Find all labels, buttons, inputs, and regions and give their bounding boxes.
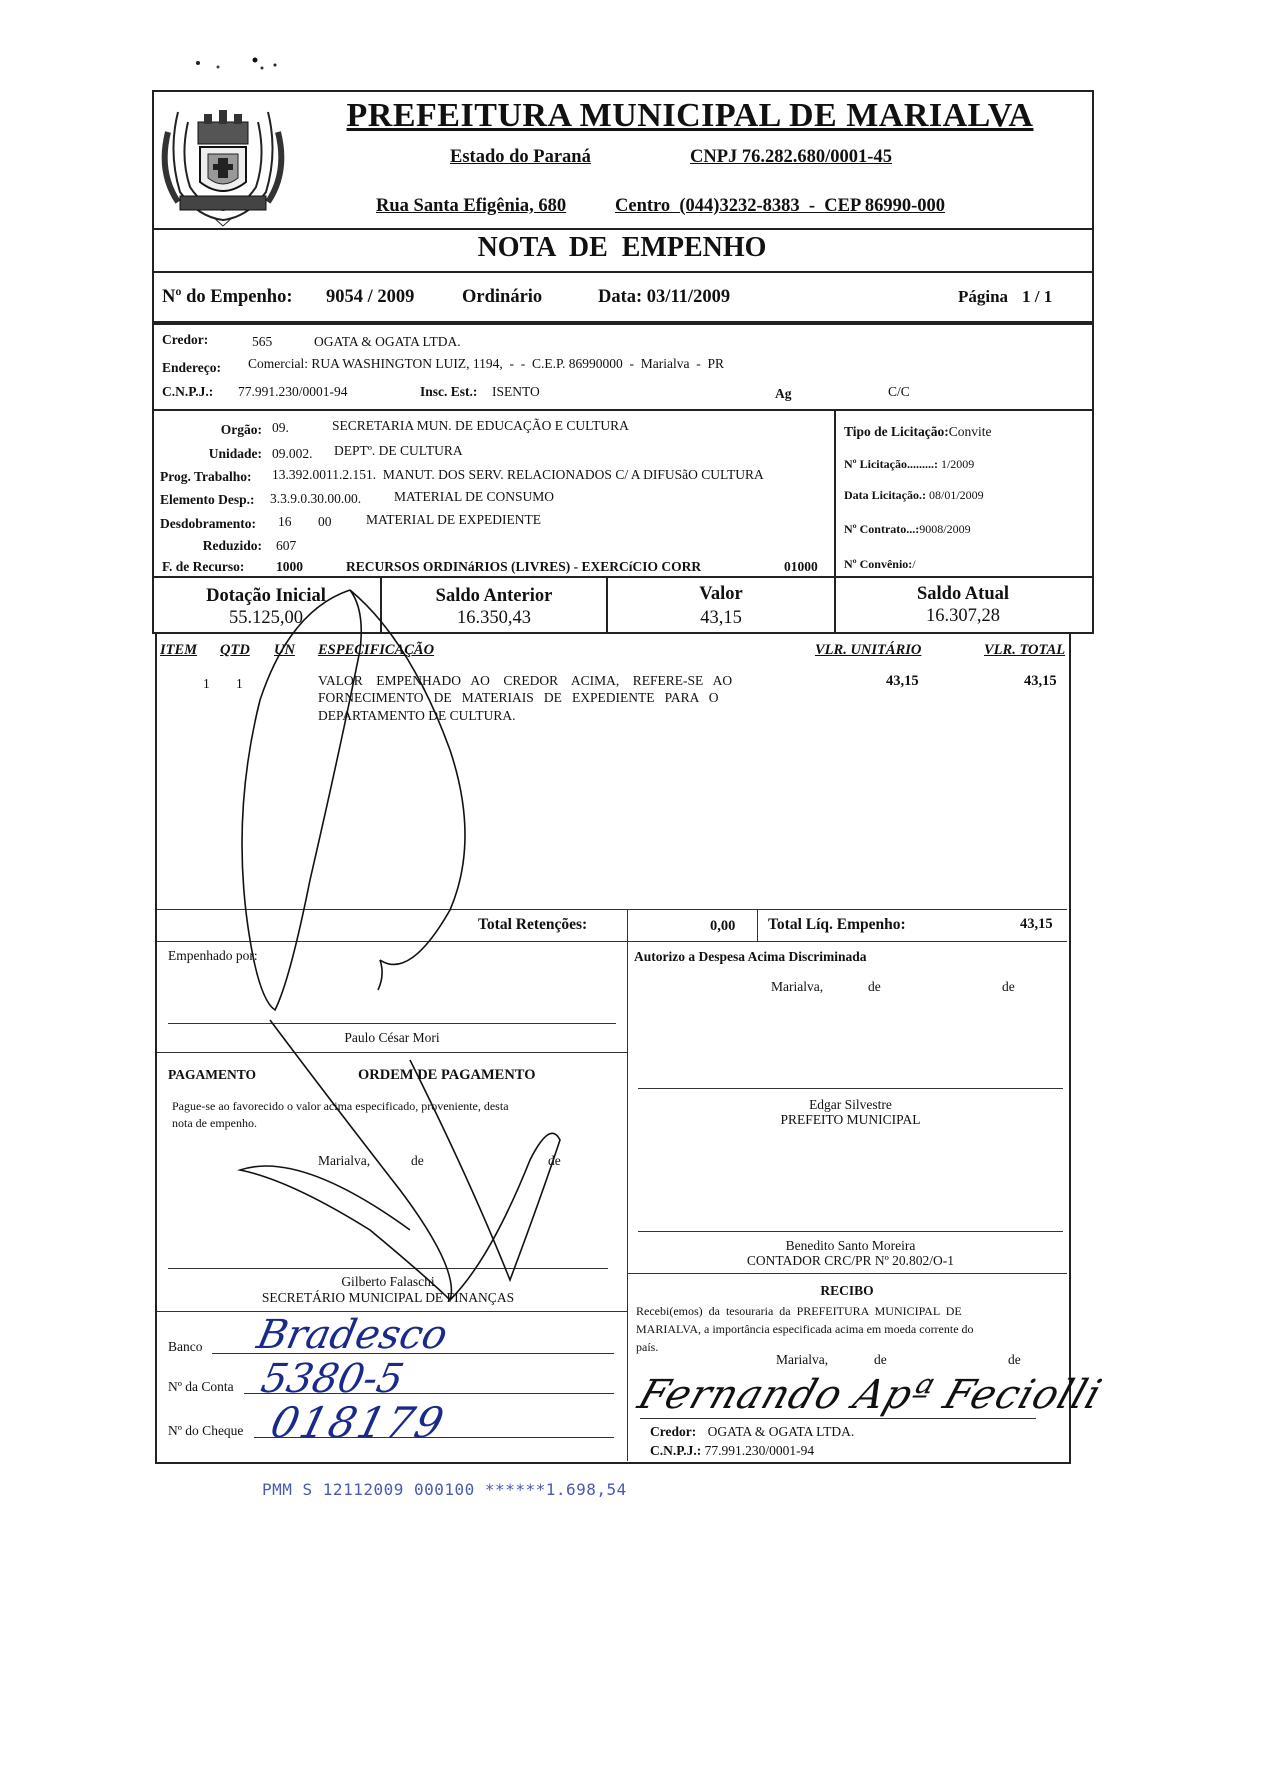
- recurso-value: RECURSOS ORDINáRIOS (LIVRES) - EXERCíCIO CORR: [346, 559, 702, 574]
- cnpj-credor-label: C.N.P.J.:: [162, 384, 214, 399]
- prefeito-role: PREFEITO MUNICIPAL: [780, 1112, 921, 1127]
- payment-stamp: PMM S 12112009 000100 ******1.698,54: [262, 1480, 627, 1499]
- recurso-code: 1000: [276, 559, 303, 574]
- orgao-value: SECRETARIA MUN. DE EDUCAÇÃO E CULTURA: [332, 418, 629, 433]
- elemento-label: Elemento Desp.:: [160, 492, 255, 507]
- cc-label: C/C: [888, 384, 910, 399]
- dotacao-value: 55.125,00: [229, 608, 303, 628]
- tipo-licitacao-label: Tipo de Licitação:Convite: [844, 424, 992, 439]
- empenhado-name: Paulo César Mori: [344, 1030, 440, 1045]
- ordem-pagamento-label: ORDEM DE PAGAMENTO: [358, 1067, 536, 1083]
- page-label: Página: [958, 287, 1009, 306]
- liquido-label: Total Líq. Empenho:: [768, 916, 906, 933]
- address-label: Rua Santa Efigênia, 680: [376, 196, 567, 216]
- insc-value: ISENTO: [492, 384, 540, 399]
- valor-label: Valor: [699, 584, 743, 604]
- col-un-header: UN: [274, 642, 295, 658]
- recibo-text-line-3: país.: [636, 1340, 659, 1354]
- ag-label: Ag: [775, 386, 792, 401]
- col-item-header: ITEM: [160, 642, 198, 658]
- header-divider: [152, 228, 1092, 230]
- empenho-number-label: Nº do Empenho:: [162, 287, 293, 307]
- recibo-credor-label: Credor: OGATA & OGATA LTDA.: [650, 1424, 855, 1439]
- pagamento-city: Marialva,: [318, 1153, 371, 1168]
- prefeito-name: Edgar Silvestre: [809, 1097, 892, 1112]
- secretario-name: Gilberto Falaschi: [341, 1274, 435, 1289]
- recibo-de-1: de: [874, 1352, 887, 1367]
- document-title: NOTA DE EMPENHO: [477, 232, 767, 263]
- pagamento-label: PAGAMENTO: [168, 1067, 257, 1082]
- autorizo-city: Marialva,: [771, 979, 824, 994]
- signature-stroke-4: [240, 1020, 451, 1300]
- unidade-code: 09.002.: [272, 446, 313, 461]
- recibo-text-line-2: MARIALVA, a importância especificada acima em moeda corrente do: [636, 1322, 974, 1336]
- recibo-title: RECIBO: [820, 1283, 874, 1298]
- saldo-atual-label: Saldo Atual: [916, 584, 1010, 604]
- autorizo-de-2: de: [1002, 979, 1015, 994]
- insc-label: Insc. Est.:: [420, 384, 478, 399]
- data-licitacao-label: Data Licitação.: 08/01/2009: [844, 488, 984, 502]
- col-total-header: VLR. TOTAL: [984, 642, 1066, 658]
- contact-label: Centro (044)3232-8383 - CEP 86990-000: [615, 196, 946, 216]
- col-spec-header: ESPECIFICAÇÃO: [318, 642, 435, 658]
- signature-loop-2: [350, 590, 465, 964]
- contador-role: CONTADOR CRC/PR Nº 20.802/O-1: [746, 1253, 955, 1268]
- item-qty: 1: [236, 676, 243, 691]
- saldo-anterior-label: Saldo Anterior: [435, 586, 553, 606]
- pagamento-de-1: de: [411, 1153, 424, 1168]
- elemento-code: 3.3.9.0.30.00.00.: [270, 491, 362, 506]
- empenho-type: Ordinário: [462, 287, 543, 307]
- recibo-de-2: de: [1008, 1352, 1021, 1367]
- empenho-number-value: 9054 / 2009: [326, 287, 415, 307]
- pagamento-text-line-2: nota de empenho.: [172, 1116, 257, 1130]
- saldo-atual-value: 16.307,28: [926, 606, 1000, 626]
- retencoes-label: Total Retenções:: [478, 916, 588, 933]
- item-total-value: 43,15: [1024, 673, 1057, 689]
- cheque-handwritten: 018179: [265, 1398, 451, 1447]
- item-spec-line-2: FORNECIMENTO DE MATERIAIS DE EXPEDIENTE PARA O: [318, 690, 719, 705]
- prog-value: 13.392.0011.2.151. MANUT. DOS SERV. RELACIONADOS C/ A DIFUSãO CULTURA: [272, 467, 764, 482]
- desdobramento-code-2: 00: [318, 514, 332, 529]
- saldo-anterior-value: 16.350,43: [457, 608, 531, 628]
- banco-handwritten: Bradesco: [253, 1312, 452, 1358]
- recurso-label: F. de Recurso:: [162, 559, 245, 574]
- autorizo-label: Autorizo a Despesa Acima Discriminada: [634, 949, 867, 964]
- unidade-value: DEPTº. DE CULTURA: [334, 443, 463, 458]
- recibo-sign-line: [640, 1418, 1036, 1419]
- budget-divider: [834, 410, 836, 576]
- endereco-value: Comercial: RUA WASHINGTON LUIZ, 1194, - - C.E.P. 86990000 - Marialva - PR: [248, 356, 724, 371]
- unidade-label: Unidade:: [208, 446, 262, 461]
- signature-stroke-3: [378, 960, 382, 990]
- state-label: Estado do Paraná: [450, 147, 591, 167]
- dotacao-label: Dotação Inicial: [206, 586, 326, 606]
- endereco-label: Endereço:: [162, 360, 221, 375]
- item-spec-line-3: DEPARTAMENTO DE CULTURA.: [318, 708, 516, 723]
- conta-label: Nº da Conta: [168, 1379, 234, 1394]
- item-number: 1: [203, 676, 210, 691]
- contrato-label: Nº Contrato...:9008/2009: [844, 522, 971, 536]
- desdobramento-value: MATERIAL DE EXPEDIENTE: [366, 512, 541, 527]
- recibo-text-line-1: Recebi(emos) da tesouraria da PREFEITURA MUNICIPAL DE: [636, 1304, 962, 1318]
- empenhado-label: Empenhado por:: [168, 948, 258, 963]
- signature-loop-1: [242, 590, 361, 1010]
- numero-licitacao-label: Nº Licitação.........: 1/2009: [844, 457, 975, 471]
- credor-code: 565: [252, 334, 273, 349]
- conta-handwritten: 5380-5: [257, 1356, 408, 1402]
- col-unit-header: VLR. UNITÁRIO: [815, 642, 922, 658]
- signature-stroke-5: [410, 1060, 560, 1300]
- cnpj-credor-value: 77.991.230/0001-94: [238, 384, 348, 399]
- recibo-signature: Fernando Apª Feciolli: [632, 1372, 1108, 1418]
- coat-of-arms-logo: [158, 92, 288, 230]
- item-unit-value: 43,15: [886, 673, 919, 689]
- pagamento-text-line-1: Pague-se ao favorecido o valor acima especificado, proveniente, desta: [172, 1099, 509, 1113]
- cheque-label: Nº do Cheque: [168, 1423, 244, 1438]
- recibo-city: Marialva,: [776, 1352, 829, 1367]
- page-value: 1 / 1: [1022, 287, 1053, 306]
- orgao-code: 09.: [272, 420, 289, 435]
- desdobramento-label: Desdobramento:: [160, 516, 256, 531]
- prog-label: Prog. Trabalho:: [160, 469, 252, 484]
- empenho-date: Data: 03/11/2009: [598, 287, 731, 307]
- autorizo-de-1: de: [868, 979, 881, 994]
- retencoes-value: 0,00: [710, 918, 736, 934]
- desdobramento-code-1: 16: [278, 514, 292, 529]
- reduzido-label: Reduzido:: [202, 538, 262, 553]
- contador-name: Benedito Santo Moreira: [785, 1238, 916, 1253]
- convenio-label: Nº Convênio:/: [844, 557, 916, 571]
- retencoes-divider-2: [757, 909, 758, 941]
- orgao-label: Orgão:: [220, 422, 262, 437]
- secretario-role: SECRETÁRIO MUNICIPAL DE FINANÇAS: [261, 1290, 515, 1305]
- liquido-value: 43,15: [1020, 916, 1053, 932]
- scan-specks: [190, 55, 290, 75]
- col-qtd-header: QTD: [220, 642, 250, 658]
- pagamento-de-2: de: [548, 1153, 561, 1168]
- valor-value: 43,15: [700, 608, 742, 628]
- recibo-cnpj-label: C.N.P.J.: 77.991.230/0001-94: [650, 1443, 815, 1458]
- recurso-code-2: 01000: [784, 559, 818, 574]
- banco-label: Banco: [168, 1339, 203, 1354]
- elemento-value: MATERIAL DE CONSUMO: [394, 489, 555, 504]
- municipality-title: PREFEITURA MUNICIPAL DE MARIALVA: [346, 97, 1034, 134]
- cnpj-label: CNPJ 76.282.680/0001-45: [690, 147, 892, 167]
- item-spec-line-1: VALOR EMPENHADO AO CREDOR ACIMA, REFERE-SE AO: [318, 673, 733, 688]
- credor-name: OGATA & OGATA LTDA.: [314, 334, 461, 349]
- reduzido-value: 607: [276, 538, 297, 553]
- credor-label: Credor:: [162, 332, 209, 347]
- handwritten-signature-strokes: [150, 580, 750, 1320]
